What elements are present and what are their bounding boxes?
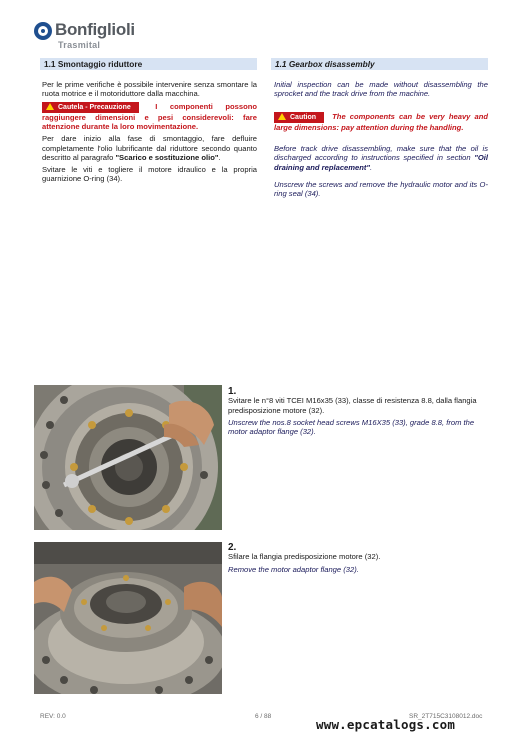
italian-caution bbox=[42, 102, 257, 131]
section-title-english: 1.1 Gearbox disassembly bbox=[271, 58, 488, 70]
photo-unscrew-flange bbox=[34, 385, 222, 530]
english-column bbox=[274, 80, 488, 201]
photo-remove-flange bbox=[34, 542, 222, 694]
english-caution-text: The components can be very heavy and large dimensions: pay attention during the handling. bbox=[274, 112, 488, 133]
watermark-url: www.epcatalogs.com bbox=[316, 717, 456, 732]
step-2 bbox=[228, 543, 494, 577]
english-oil-paragraph: Before track drive disassembling, make sure that the oil is discharged according to instructions specified in section "Oil draining and replacement". bbox=[274, 144, 488, 172]
step-2-number: 2. bbox=[228, 542, 237, 553]
brand-subname: Trasmital bbox=[58, 40, 101, 50]
step-2-italian: Sfilare la flangia predisposizione motore (32). bbox=[228, 552, 381, 562]
caution-badge-en: Caution bbox=[274, 112, 324, 123]
italian-caution-text: I componenti possono raggiungere dimensioni e pesi considerevoli: fare attenzione durante la loro movimentazione. bbox=[42, 102, 257, 132]
italian-unscrew-paragraph: Svitare le viti e togliere il motore idraulico e la propria guarnizione O-ring (34). bbox=[42, 164, 257, 183]
section-title-italian: 1.1 Smontaggio riduttore bbox=[40, 58, 257, 70]
brand-logo-icon bbox=[34, 22, 52, 40]
italian-column bbox=[42, 80, 257, 186]
english-caution bbox=[274, 112, 488, 132]
step-1 bbox=[228, 387, 494, 439]
step-1-number: 1. bbox=[228, 386, 237, 397]
english-unscrew-paragraph: Unscrew the screws and remove the hydraulic motor and its O-ring seal (34). bbox=[274, 179, 488, 198]
brand-name: Bonfiglioli bbox=[55, 20, 135, 39]
footer-page-number: 6 / 88 bbox=[255, 713, 272, 720]
footer-revision: REV: 0.0 bbox=[40, 713, 66, 720]
step-2-english: Remove the motor adaptor flange (32). bbox=[228, 564, 359, 574]
italian-oil-paragraph: Per dare inizio alla fase di smontaggio, fare defluire completamente l'olio lubrificante dal riduttore secondo quanto descritto al paragrafo "Scarico e sostituzione olio". bbox=[42, 134, 257, 162]
warning-triangle-icon bbox=[46, 103, 54, 110]
warning-triangle-icon bbox=[278, 113, 286, 120]
italian-intro: Per le prime verifiche è possibile intervenire senza smontare la ruota motrice e il motoriduttore dalla macchina. bbox=[42, 80, 257, 99]
step-1-english: Unscrew the nos.8 socket head screws M16X35 (33), grade 8.8, from the motor adaptor flange (32). bbox=[228, 417, 475, 437]
caution-badge: Cautela - Precauzione bbox=[42, 102, 139, 113]
footer-document-name: SR_2T715C3108012.doc bbox=[409, 713, 483, 720]
english-intro: Initial inspection can be made without disassembling the sprocket and the track drive from the machine. bbox=[274, 80, 488, 99]
step-1-italian: Svitare le n°8 viti TCEI M16x35 (33), classe di resistenza 8.8, dalla flangia predisposizione motore (32). bbox=[228, 396, 477, 415]
